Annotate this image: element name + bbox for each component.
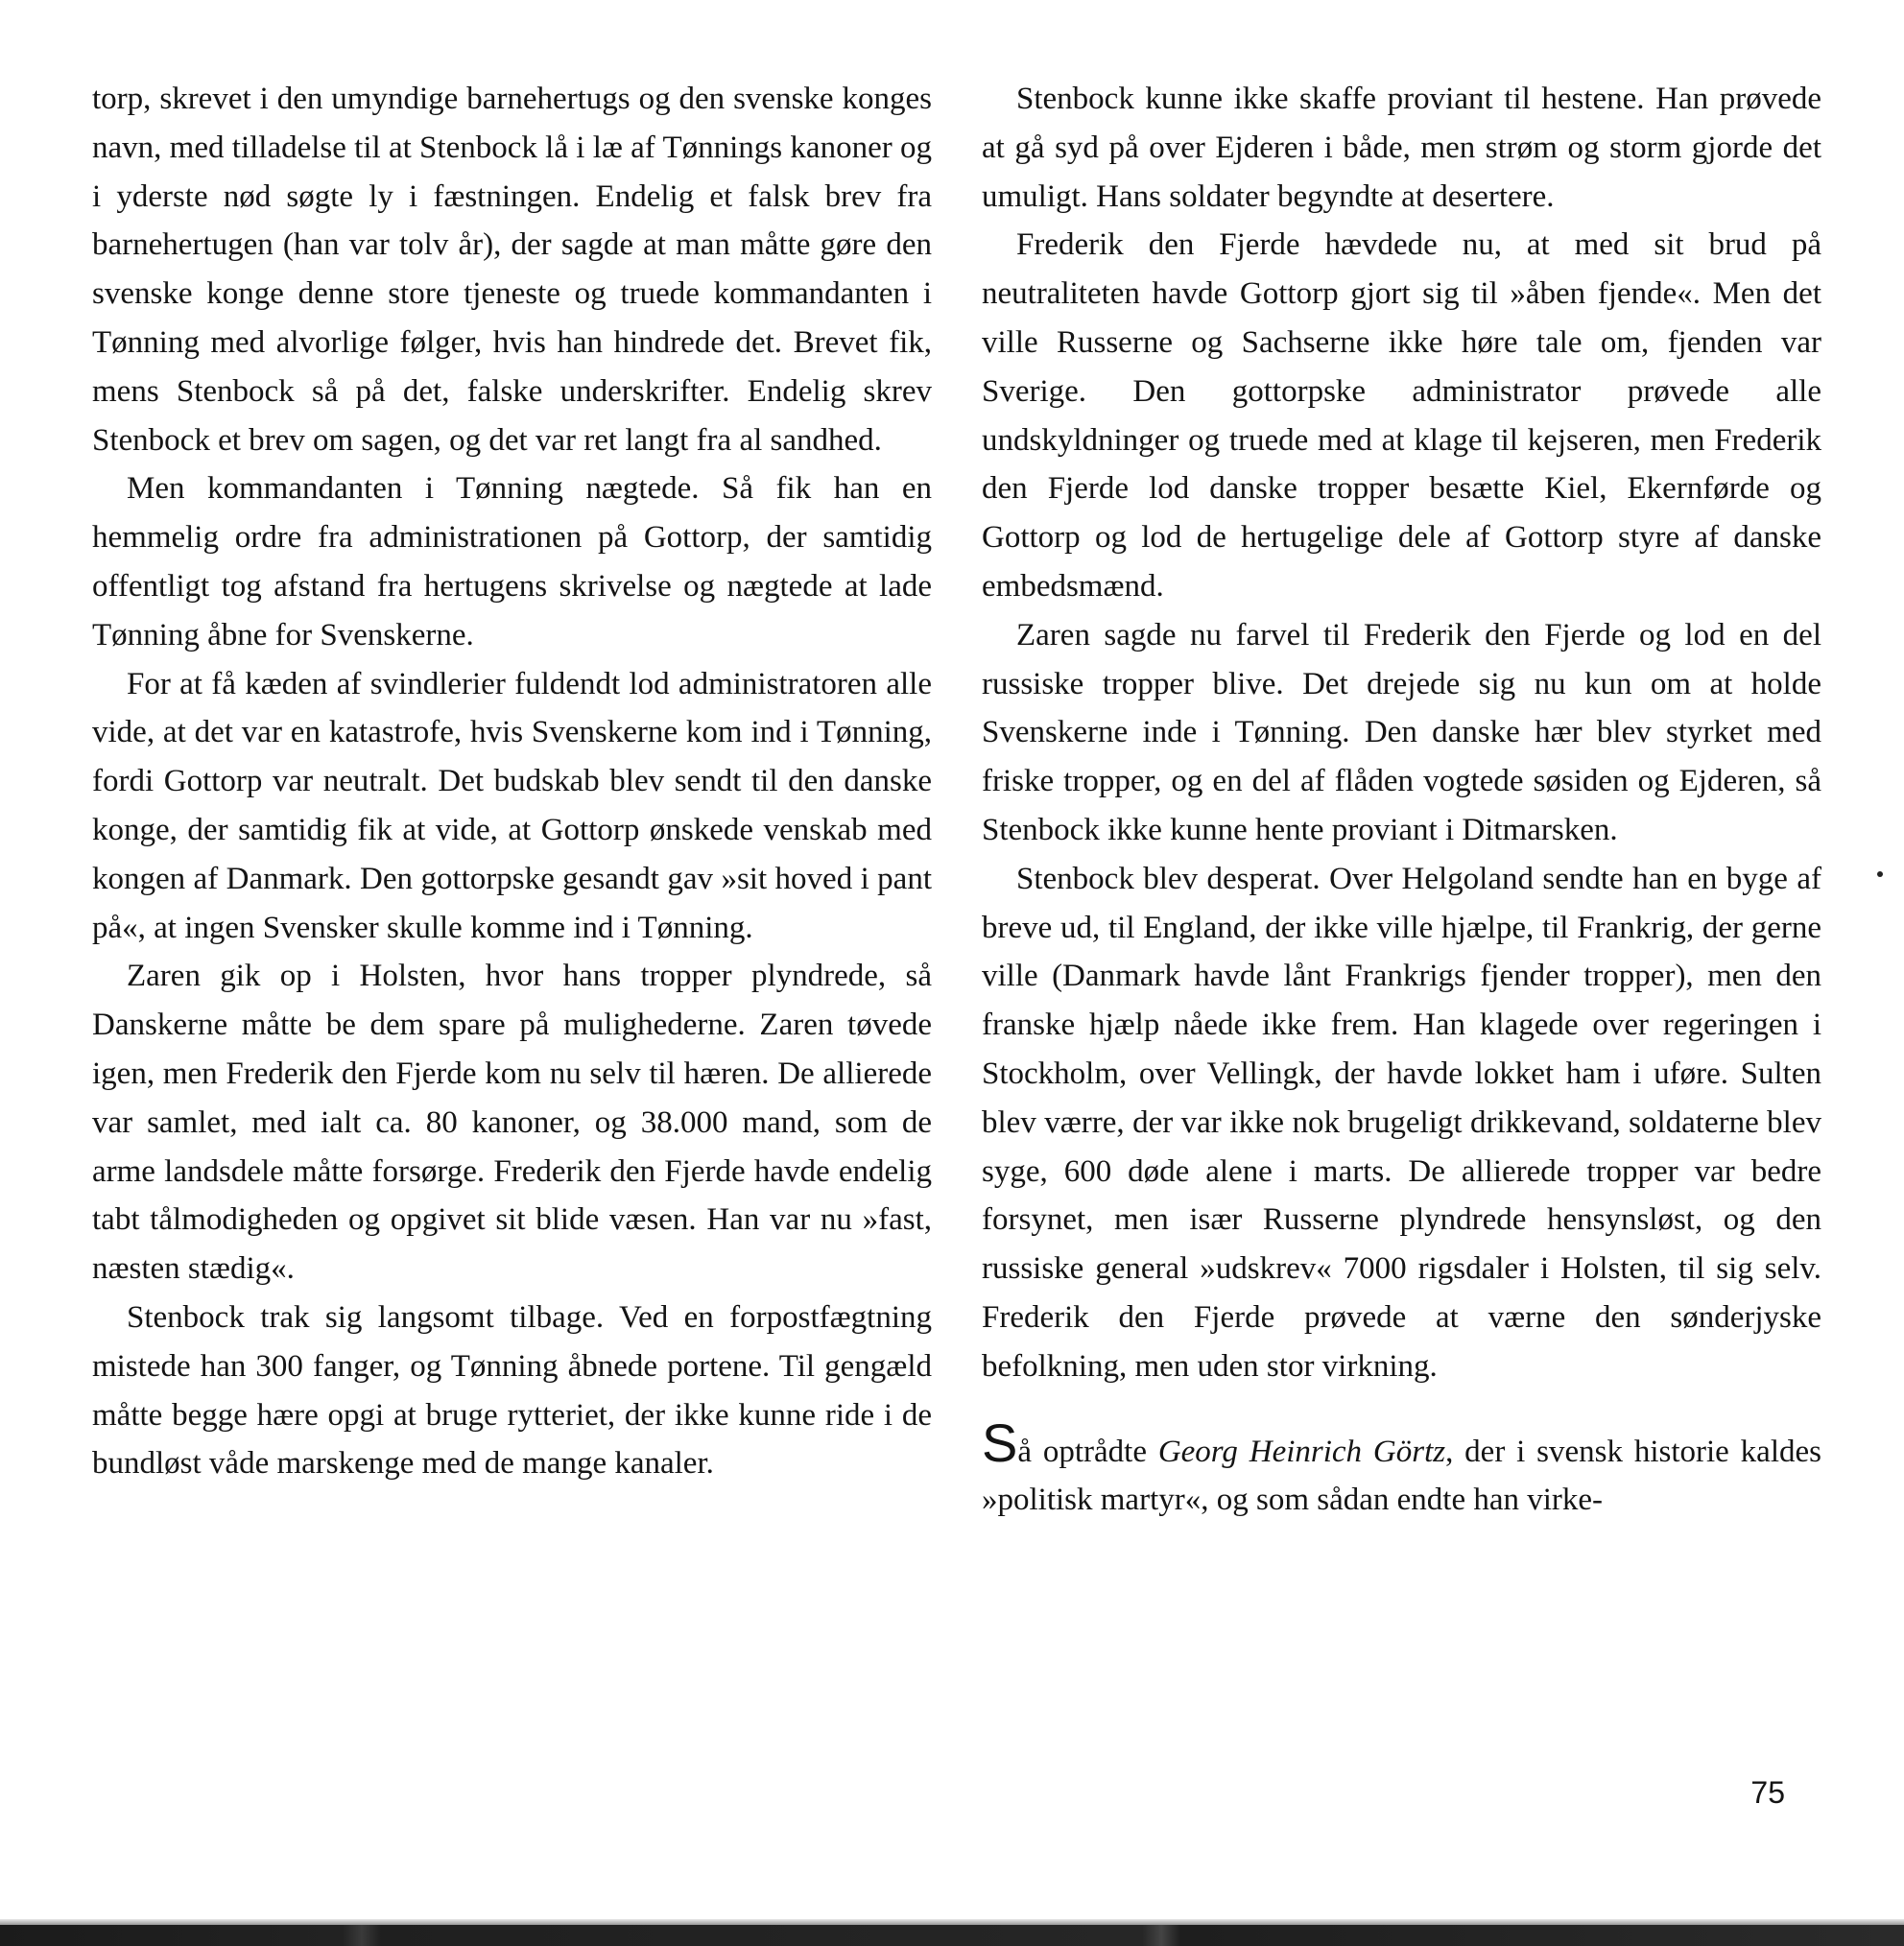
speck-mark bbox=[1877, 871, 1883, 877]
right-column bbox=[982, 75, 1821, 1525]
paragraph: Stenbock kunne ikke skaffe proviant til hestene. Han prøvede at gå syd på over Ejderen i både, men strøm og storm gjorde det umuligt. Hans soldater begyndte at desertere. bbox=[982, 82, 1821, 214]
section-lead-text: å optrådte bbox=[1017, 1434, 1158, 1469]
paragraph: For at få kæden af svindlerier fuldendt lod administratoren alle vide, at det var en katastrofe, hvis Svenskerne kom ind i Tønning, fordi Gottorp var neutralt. Det budskab blev sendt til den danske konge, der samtidig fik at vide, at Gottorp ønskede venskab med kongen af Danmark. Den gottorpske gesandt gav »sit hoved i pant på«, at ingen Svensker skulle komme ind i Tønning. bbox=[92, 666, 932, 945]
paragraph: Stenbock blev desperat. Over Helgoland sendte han en byge af breve ud, til England, der ikke ville hjælpe, til Frankrig, der gerne ville (Danmark havde lånt Frankrigs fjender tropper), men den franske hjælp nåede ikke frem. Han klagede over regeringen i Stockholm, over Vellingk, der havde lokket ham i uføre. Sulten blev værre, der var ikke nok brugeligt drikkevand, soldaterne blev syge, 600 døde alene i marts. De allierede tropper var bedre forsynet, men især Russerne plyndrede hensynsløst, og den russiske general »udskrev« 7000 rigsdaler i Holsten, til sig selv. Frederik den Fjerde prøvede at værne den sønderjyske befolkning, men uden stor virkning. bbox=[982, 861, 1821, 1384]
scan-border bbox=[0, 1925, 1904, 1946]
paragraph: Frederik den Fjerde hævdede nu, at med sit brud på neutraliteten havde Gottorp gjort sig til »åben fjende«. Men det ville Russerne og Sachserne ikke høre tale om, fjenden var Sverige. Den gottorpske administrator prøvede alle undskyldninger og truede med at klage til kejseren, men Frederik den Fjerde lod danske tropper besætte Kiel, Ekernførde og Gottorp og lod de hertugelige dele af Gottorp styre af danske embedsmænd. bbox=[982, 227, 1821, 604]
paragraph: Zaren sagde nu farvel til Frederik den Fjerde og lod en del russiske tropper blive. Det drejede sig nu kun om at holde Svenskerne inde i Tønning. Den danske hær blev styrket med friske tropper, og en del af flåden vogtede søsiden og Ejderen, så Stenbock ikke kunne hente proviant i Ditmarsken. bbox=[982, 617, 1821, 847]
person-name: Georg Heinrich Görtz bbox=[1157, 1434, 1446, 1469]
paragraph: Zaren gik op i Holsten, hvor hans tropper plyndrede, så Danskerne måtte be dem spare på mulighederne. Zaren tøvede igen, men Frederik den Fjerde kom nu selv til hæren. De allierede var samlet, med ialt ca. 80 kanoner, og 38.000 mand, som de arme landsdele måtte forsørge. Frederik den Fjerde havde endelig tabt tålmodigheden og opgivet sit blide væsen. Han var nu »fast, næsten stædig«. bbox=[92, 959, 932, 1287]
section-rest-text: , der i svensk historie kaldes »politisk martyr«, og som sådan endte han virke- bbox=[982, 1434, 1821, 1518]
paragraph: torp, skrevet i den umyndige barnehertugs og den svenske konges navn, med tilladelse til at Stenbock lå i læ af Tønnings kanoner og i yderste nød søgte ly i fæstningen. Endelig et falsk brev fra barnehertugen (han var tolv år), der sagde at man måtte gøre den svenske konge denne store tjeneste og truede kommandanten i Tønning med alvorlige følger, hvis han hindrede det. Brevet fik, mens Stenbock så på det, falske underskrifter. Endelig skrev Stenbock et brev om sagen, og det var ret langt fra al sandhed. bbox=[92, 82, 932, 458]
paragraph: Stenbock trak sig langsomt tilbage. Ved en forpostfægtning mistede han 300 fanger, og Tønning åbnede portene. Til gengæld måtte begge hære opgi at bruge rytteriet, der ikke kunne ride i de bundløst våde marskenge med de mange kanaler. bbox=[92, 1299, 932, 1482]
drop-cap: S bbox=[982, 1412, 1018, 1473]
page-number: 75 bbox=[1750, 1775, 1785, 1810]
paragraph: Men kommandanten i Tønning nægtede. Så fik han en hemmelig ordre fra administrationen på Gottorp, der samtidig offentligt tog afstand fra hertugens skrivelse og nægtede at lade Tønning åbne for Svenskerne. bbox=[92, 471, 932, 653]
section-opening-paragraph bbox=[982, 1412, 1821, 1526]
left-column bbox=[92, 75, 932, 1488]
